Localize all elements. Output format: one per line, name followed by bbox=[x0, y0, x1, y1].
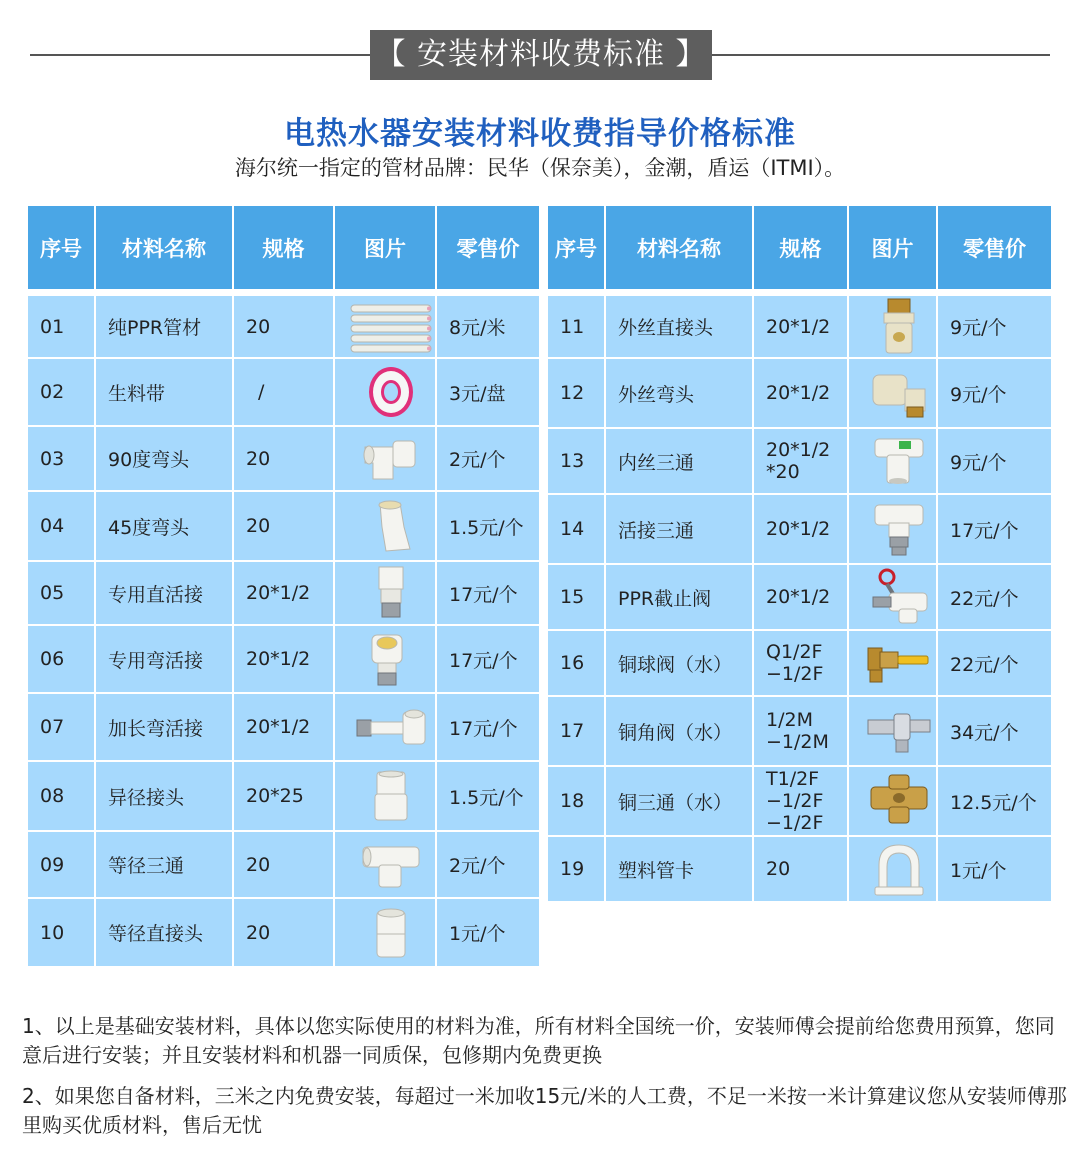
retail-price: 1.5元/个 bbox=[437, 490, 539, 560]
coupling-icon bbox=[347, 905, 435, 961]
tape-roll-icon bbox=[347, 364, 435, 420]
header-spec: 规格 bbox=[234, 206, 335, 289]
header-index: 序号 bbox=[28, 206, 96, 289]
table-row bbox=[548, 427, 1051, 493]
material-picture bbox=[335, 560, 437, 624]
material-spec: 20*1/2 bbox=[234, 624, 335, 692]
retail-price: 1.5元/个 bbox=[437, 760, 539, 830]
material-spec: Q1/2F −1/2F bbox=[754, 629, 849, 695]
material-name: PPR截止阀 bbox=[606, 563, 754, 629]
elbow-45-icon bbox=[347, 497, 435, 555]
table-row bbox=[28, 897, 539, 966]
material-spec: 20 bbox=[754, 835, 849, 901]
table-row bbox=[548, 563, 1051, 629]
note-1 bbox=[22, 1012, 1072, 1070]
retail-price: 17元/个 bbox=[437, 624, 539, 692]
banner-line-left bbox=[30, 54, 370, 56]
table-row bbox=[548, 765, 1051, 835]
material-name: 活接三通 bbox=[606, 493, 754, 563]
header-index: 序号 bbox=[548, 206, 606, 289]
row-index: 06 bbox=[28, 624, 96, 692]
row-index: 12 bbox=[548, 357, 606, 427]
row-index: 03 bbox=[28, 425, 96, 490]
material-name: 铜球阀（水） bbox=[606, 629, 754, 695]
material-picture bbox=[849, 563, 938, 629]
male-thread-adapter-icon bbox=[861, 297, 936, 357]
material-name: 铜三通（水） bbox=[606, 765, 754, 835]
material-spec: 20*1/2 bbox=[234, 560, 335, 624]
material-spec: 20 bbox=[234, 425, 335, 490]
retail-price: 9元/个 bbox=[938, 289, 1051, 357]
material-spec: T1/2F −1/2F −1/2F bbox=[754, 765, 849, 835]
table-row bbox=[28, 289, 539, 357]
table-row bbox=[28, 760, 539, 830]
table-row bbox=[548, 289, 1051, 357]
material-spec: 20 bbox=[234, 289, 335, 357]
material-picture bbox=[849, 835, 938, 901]
price-table-left bbox=[28, 206, 539, 966]
material-name: 等径直接头 bbox=[96, 897, 234, 966]
pipe-icon bbox=[347, 299, 435, 355]
material-spec: 1/2M −1/2M bbox=[754, 695, 849, 765]
row-index: 16 bbox=[548, 629, 606, 695]
ball-valve-icon bbox=[861, 638, 936, 688]
table-row bbox=[28, 425, 539, 490]
material-name: 内丝三通 bbox=[606, 427, 754, 493]
material-name: 塑料管卡 bbox=[606, 835, 754, 901]
retail-price: 1元/个 bbox=[437, 897, 539, 966]
material-picture bbox=[335, 289, 437, 357]
retail-price: 22元/个 bbox=[938, 563, 1051, 629]
retail-price: 17元/个 bbox=[938, 493, 1051, 563]
material-spec: 20 bbox=[234, 830, 335, 897]
banner-line-right bbox=[712, 54, 1050, 56]
retail-price: 1元/个 bbox=[938, 835, 1051, 901]
elbow-union-icon bbox=[347, 629, 435, 689]
union-tee-icon bbox=[861, 499, 936, 559]
row-index: 19 bbox=[548, 835, 606, 901]
table-header-row bbox=[28, 206, 539, 289]
retail-price: 2元/个 bbox=[437, 830, 539, 897]
male-thread-elbow-icon bbox=[861, 367, 936, 419]
row-index: 01 bbox=[28, 289, 96, 357]
row-index: 07 bbox=[28, 692, 96, 760]
material-picture bbox=[849, 493, 938, 563]
header-picture: 图片 bbox=[849, 206, 938, 289]
header-spec: 规格 bbox=[754, 206, 849, 289]
page-title: 电热水器安装材料收费指导价格标准 bbox=[284, 116, 796, 152]
brass-tee-icon bbox=[861, 773, 936, 829]
material-spec: 20 bbox=[234, 490, 335, 560]
straight-union-icon bbox=[347, 563, 435, 623]
material-name: 45度弯头 bbox=[96, 490, 234, 560]
row-index: 09 bbox=[28, 830, 96, 897]
material-picture bbox=[849, 427, 938, 493]
retail-price: 2元/个 bbox=[437, 425, 539, 490]
table-row bbox=[28, 560, 539, 624]
table-row bbox=[548, 629, 1051, 695]
material-spec: 20*1/2 bbox=[234, 692, 335, 760]
table-row bbox=[28, 624, 539, 692]
material-spec: 20*1/2 *20 bbox=[754, 427, 849, 493]
material-picture bbox=[335, 830, 437, 897]
material-picture bbox=[335, 357, 437, 425]
row-index: 18 bbox=[548, 765, 606, 835]
material-spec: 20 bbox=[234, 897, 335, 966]
material-name: 异径接头 bbox=[96, 760, 234, 830]
retail-price: 8元/米 bbox=[437, 289, 539, 357]
tee-icon bbox=[347, 839, 435, 891]
material-picture bbox=[335, 760, 437, 830]
material-picture bbox=[849, 695, 938, 765]
pipe-clip-icon bbox=[861, 839, 936, 899]
retail-price: 12.5元/个 bbox=[938, 765, 1051, 835]
table-row bbox=[28, 830, 539, 897]
header-picture: 图片 bbox=[335, 206, 437, 289]
retail-price: 17元/个 bbox=[437, 560, 539, 624]
elbow-90-icon bbox=[347, 433, 435, 485]
row-index: 08 bbox=[28, 760, 96, 830]
material-name: 90度弯头 bbox=[96, 425, 234, 490]
note-2-text: 2、如果您自备材料，三米之内免费安装，每超过一米加收15元/米的人工费，不足一米按一米计算建议您从安装师傅那里购买优质材料，售后无忧 bbox=[22, 1084, 1067, 1137]
retail-price: 22元/个 bbox=[938, 629, 1051, 695]
row-index: 14 bbox=[548, 493, 606, 563]
material-picture bbox=[335, 425, 437, 490]
note-1-text: 1、以上是基础安装材料，具体以您实际使用的材料为准，所有材料全国统一价，安装师傅会提前给您费用预算，您同意后进行安装；并且安装材料和机器一同质保，包修期内免费更换 bbox=[22, 1014, 1055, 1067]
material-spec: 20*1/2 bbox=[754, 357, 849, 427]
material-spec: 20*1/2 bbox=[754, 563, 849, 629]
header-material-name: 材料名称 bbox=[606, 206, 754, 289]
note-2 bbox=[22, 1082, 1072, 1140]
material-picture bbox=[335, 624, 437, 692]
material-name: 生料带 bbox=[96, 357, 234, 425]
material-picture bbox=[849, 289, 938, 357]
page-subtitle: 海尔统一指定的管材品牌：民华（保奈美），金潮，盾运（ITMI）。 bbox=[234, 156, 846, 180]
material-spec: / bbox=[234, 357, 335, 425]
price-table-right bbox=[548, 206, 1051, 901]
row-index: 05 bbox=[28, 560, 96, 624]
material-spec: 20*25 bbox=[234, 760, 335, 830]
table-row bbox=[548, 835, 1051, 901]
material-picture bbox=[335, 897, 437, 966]
row-index: 02 bbox=[28, 357, 96, 425]
material-picture bbox=[849, 357, 938, 427]
material-picture bbox=[849, 765, 938, 835]
material-picture bbox=[849, 629, 938, 695]
long-elbow-union-icon bbox=[347, 702, 435, 752]
header-material-name: 材料名称 bbox=[96, 206, 234, 289]
material-picture bbox=[335, 692, 437, 760]
material-spec: 20*1/2 bbox=[754, 289, 849, 357]
header-price: 零售价 bbox=[938, 206, 1051, 289]
retail-price: 17元/个 bbox=[437, 692, 539, 760]
table-row bbox=[548, 357, 1051, 427]
row-index: 15 bbox=[548, 563, 606, 629]
angle-valve-icon bbox=[861, 706, 936, 756]
table-row bbox=[28, 692, 539, 760]
stop-valve-icon bbox=[861, 567, 936, 627]
material-name: 专用弯活接 bbox=[96, 624, 234, 692]
material-name: 铜角阀（水） bbox=[606, 695, 754, 765]
table-row bbox=[28, 490, 539, 560]
material-name: 加长弯活接 bbox=[96, 692, 234, 760]
header-price: 零售价 bbox=[437, 206, 539, 289]
material-picture bbox=[335, 490, 437, 560]
section-banner: 【 安装材料收费标准 】 bbox=[370, 30, 712, 80]
material-name: 等径三通 bbox=[96, 830, 234, 897]
table-row bbox=[548, 695, 1051, 765]
retail-price: 9元/个 bbox=[938, 357, 1051, 427]
row-index: 10 bbox=[28, 897, 96, 966]
material-spec: 20*1/2 bbox=[754, 493, 849, 563]
row-index: 17 bbox=[548, 695, 606, 765]
material-name: 外丝直接头 bbox=[606, 289, 754, 357]
table-row bbox=[548, 493, 1051, 563]
table-header-row bbox=[548, 206, 1051, 289]
row-index: 13 bbox=[548, 427, 606, 493]
retail-price: 3元/盘 bbox=[437, 357, 539, 425]
retail-price: 34元/个 bbox=[938, 695, 1051, 765]
material-name: 外丝弯头 bbox=[606, 357, 754, 427]
material-name: 专用直活接 bbox=[96, 560, 234, 624]
retail-price: 9元/个 bbox=[938, 427, 1051, 493]
reducer-icon bbox=[347, 766, 435, 826]
table-row bbox=[28, 357, 539, 425]
female-thread-tee-icon bbox=[861, 433, 936, 489]
material-name: 纯PPR管材 bbox=[96, 289, 234, 357]
row-index: 11 bbox=[548, 289, 606, 357]
row-index: 04 bbox=[28, 490, 96, 560]
